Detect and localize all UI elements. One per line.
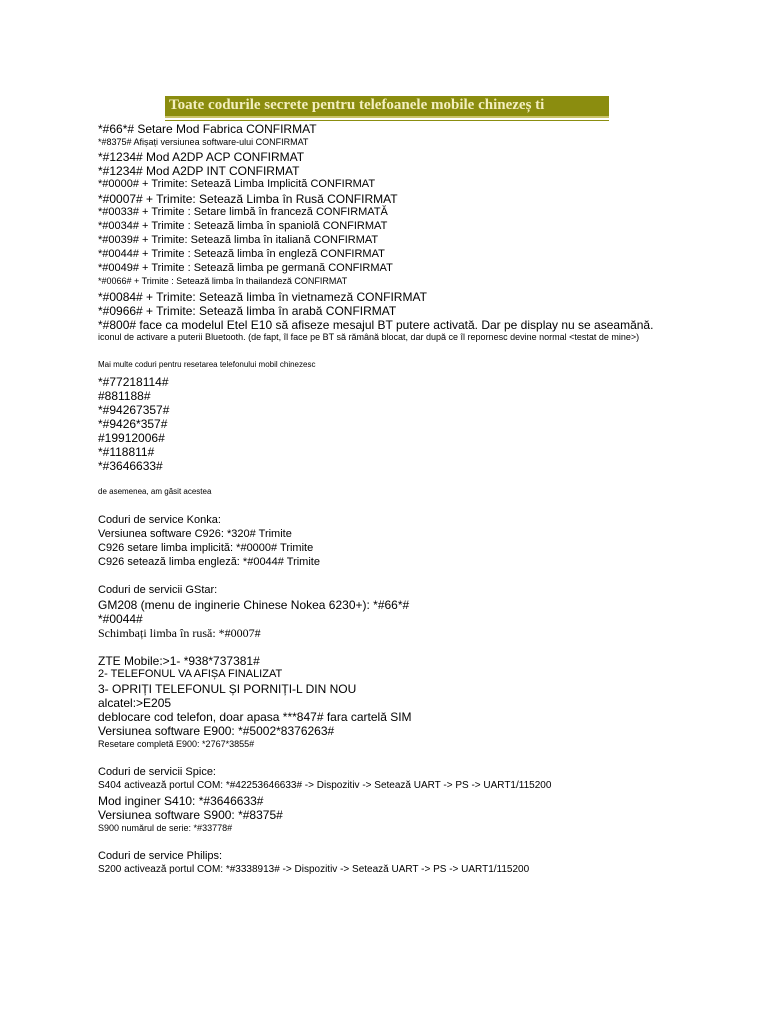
code-line: *#0966# + Trimite: Setează limba în arabă CONFIRMAT: [98, 304, 397, 318]
code-line: *#800# face ca modelul Etel E10 să afiseze mesajul BT putere activată. Dar pe display nu se aseamănă.: [98, 318, 654, 332]
alcatel-line: Resetare completă E900: *2767*3855#: [98, 739, 255, 749]
reset-code: *#94267357#: [98, 403, 170, 417]
code-line: iconul de activare a puterii Bluetooth. (de fapt, îl face pe BT să rămână blocat, dar după ce îl repornesc devine normal <testat de mine>): [98, 332, 640, 342]
konka-heading: Coduri de service Konka:: [98, 514, 221, 526]
document-title: Toate codurile secrete pentru telefoanele mobile chinezeș ti: [165, 96, 609, 118]
title-underline: [165, 120, 609, 121]
code-line: *#0039# + Trimite: Setează limba în italiană CONFIRMAT: [98, 234, 379, 246]
philips-heading: Coduri de service Philips:: [98, 850, 223, 862]
reset-code: *#77218114#: [98, 375, 169, 389]
reset-code: *#9426*357#: [98, 417, 168, 431]
also-found-text: de asemenea, am găsit acestea: [98, 487, 212, 496]
reset-heading: Mai multe coduri pentru resetarea telefonului mobil chinezesc: [98, 360, 316, 369]
code-line: *#1234# Mod A2DP ACP CONFIRMAT: [98, 150, 305, 164]
zte-line: ZTE Mobile:>1- *938*737381#: [98, 654, 260, 668]
reset-code: *#118811#: [98, 445, 155, 459]
code-line: *#0034# + Trimite : Setează limba în spaniolă CONFIRMAT: [98, 220, 388, 232]
spice-line: S900 numărul de serie: *#33778#: [98, 823, 233, 833]
code-line: *#0044# + Trimite : Setează limba în engleză CONFIRMAT: [98, 248, 385, 260]
alcatel-line: deblocare cod telefon, doar apasa ***847# fara cartelă SIM: [98, 710, 412, 724]
code-line: *#0000# + Trimite: Setează Limba Implicită CONFIRMAT: [98, 178, 376, 190]
gstar-line: *#0044#: [98, 612, 143, 626]
konka-line: C926 setează limba engleză: *#0044# Trimite: [98, 556, 320, 568]
code-line: *#8375# Afișați versiunea software-ului CONFIRMAT: [98, 137, 309, 147]
spice-line: S404 activează portul COM: *#42253646633# -> Dispozitiv -> Setează UART -> PS -> UART1/115200: [98, 780, 552, 791]
alcatel-line: Versiunea software E900: *#5002*8376263#: [98, 724, 335, 738]
spice-line: Versiunea software S900: *#8375#: [98, 808, 283, 822]
spice-line: Mod inginer S410: *#3646633#: [98, 794, 264, 808]
code-line: *#0033# + Trimite : Setare limbă în franceză CONFIRMATĂ: [98, 206, 388, 218]
philips-line: S200 activează portul COM: *#3338913# -> Dispozitiv -> Setează UART -> PS -> UART1/115200: [98, 864, 530, 875]
code-line: *#1234# Mod A2DP INT CONFIRMAT: [98, 164, 300, 178]
code-line: *#0084# + Trimite: Setează limba în vietnameză CONFIRMAT: [98, 290, 427, 304]
code-line: *#0049# + Trimite : Setează limba pe germană CONFIRMAT: [98, 262, 393, 274]
gstar-heading: Coduri de servicii GStar:: [98, 584, 218, 596]
zte-line: 2- TELEFONUL VA AFIȘA FINALIZAT: [98, 668, 283, 680]
alcatel-line: alcatel:>E205: [98, 696, 172, 710]
zte-line: 3- OPRIȚI TELEFONUL ȘI PORNIȚI-L DIN NOU: [98, 682, 357, 696]
code-line: *#66*# Setare Mod Fabrica CONFIRMAT: [98, 122, 317, 136]
code-line: *#0007# + Trimite: Setează Limba în Rusă CONFIRMAT: [98, 192, 398, 206]
konka-line: Versiunea software C926: *320# Trimite: [98, 528, 292, 540]
code-line: *#0066# + Trimite : Setează limba în thailandeză CONFIRMAT: [98, 276, 348, 286]
spice-heading: Coduri de servicii Spice:: [98, 766, 216, 778]
gstar-line: Schimbați limba în rusă: *#0007#: [98, 626, 261, 640]
reset-code: #19912006#: [98, 431, 165, 445]
reset-code: #881188#: [98, 389, 151, 403]
gstar-line: GM208 (menu de inginerie Chinese Nokea 6230+): *#66*#: [98, 598, 410, 612]
reset-code: *#3646633#: [98, 459, 163, 473]
konka-line: C926 setare limba implicită: *#0000# Trimite: [98, 542, 314, 554]
